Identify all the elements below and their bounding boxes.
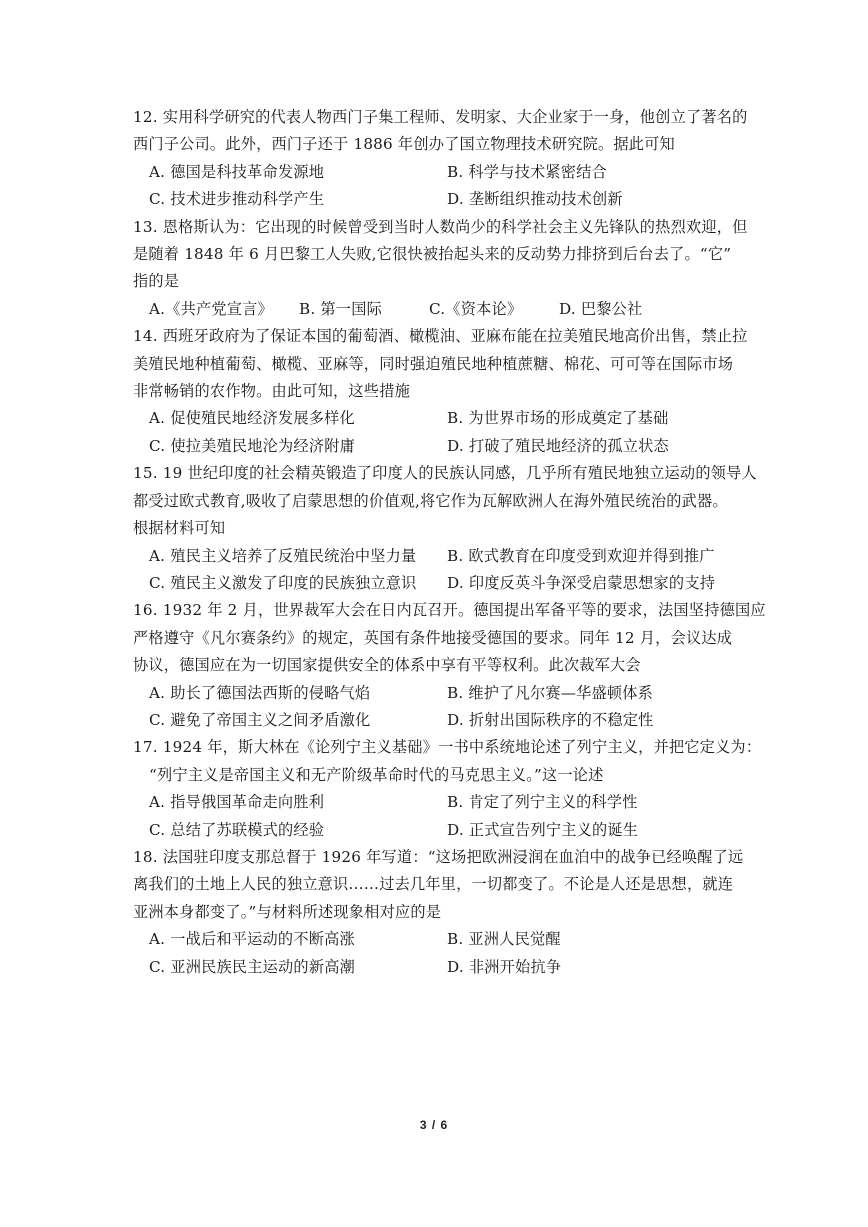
option-a: A. 德国是科技革命发源地 bbox=[149, 162, 325, 181]
option-d: D. 巴黎公社 bbox=[559, 299, 643, 318]
question-stem bbox=[133, 597, 766, 679]
option-d: D. 非洲开始抗争 bbox=[447, 957, 562, 976]
stem-line: “列宁主义是帝国主义和无产阶级革命时代的马克思主义。”这一论述 bbox=[149, 765, 604, 784]
question-stem bbox=[133, 323, 748, 405]
stem-line: 15. 19 世纪印度的社会精英锻造了印度人的民族认同感，几乎所有殖民地独立运动的领导人 bbox=[133, 464, 757, 483]
option-b: B. 维护了凡尔赛—华盛顿体系 bbox=[447, 683, 654, 702]
option-list bbox=[133, 543, 745, 598]
option-a: A. 殖民主义培养了反殖民统治中坚力量 bbox=[149, 546, 417, 565]
stem-line: 18. 法国驻印度支那总督于 1926 年写道：“这场把欧洲浸润在血泊中的战争已经唤醒了远 bbox=[133, 847, 744, 866]
stem-line: 12. 实用科学研究的代表人物西门子集工程师、发明家、大企业家于一身，他创立了著名的 bbox=[133, 108, 748, 126]
question-stem bbox=[133, 844, 745, 926]
option-a: A. 助长了德国法西斯的侵略气焰 bbox=[149, 683, 371, 702]
stem-line: 亚洲本身都变了。”与材料所述现象相对应的是 bbox=[133, 902, 442, 921]
option-list bbox=[133, 789, 745, 844]
option-d: D. 打破了殖民地经济的孤立状态 bbox=[447, 436, 669, 455]
question-stem bbox=[133, 104, 748, 159]
stem-line: 都受过欧式教育,吸收了启蒙思想的价值观,将它作为瓦解欧洲人在海外殖民统治的武器。 bbox=[133, 491, 728, 510]
question-stem bbox=[133, 214, 748, 296]
question-15 bbox=[133, 460, 757, 597]
page-number: 3 / 6 bbox=[419, 1118, 449, 1132]
option-c: C.《资本论》 bbox=[429, 299, 523, 318]
question-14 bbox=[133, 323, 748, 460]
option-c: C. 殖民主义激发了印度的民族独立意识 bbox=[149, 573, 417, 592]
option-list bbox=[133, 159, 745, 214]
option-d: D. 印度反英斗争深受启蒙思想家的支持 bbox=[447, 573, 716, 592]
stem-line: 离我们的土地上人民的独立意识……过去几年里，一切都变了。不论是人还是思想，就连 bbox=[133, 875, 734, 894]
stem-line: 指的是 bbox=[133, 272, 180, 291]
option-list bbox=[133, 926, 745, 981]
question-13 bbox=[133, 214, 748, 324]
question-stem bbox=[133, 460, 757, 542]
option-a: A. 一战后和平运动的不断高涨 bbox=[149, 930, 355, 949]
option-c: C. 总结了苏联模式的经验 bbox=[149, 820, 325, 839]
option-a: A. 促使殖民地经济发展多样化 bbox=[149, 409, 355, 428]
option-d: D. 正式宣告列宁主义的诞生 bbox=[447, 820, 639, 839]
option-a: A. 指导俄国革命走向胜利 bbox=[149, 793, 325, 812]
option-c: C. 亚洲民族民主运动的新高潮 bbox=[149, 957, 355, 976]
option-c: C. 避免了帝国主义之间矛盾激化 bbox=[149, 710, 371, 729]
option-b: B. 肯定了列宁主义的科学性 bbox=[447, 793, 638, 812]
question-18 bbox=[133, 844, 745, 981]
stem-line: 美殖民地种植葡萄、橄榄、亚麻等，同时强迫殖民地种植蔗糖、棉花、可可等在国际市场 bbox=[133, 354, 734, 373]
question-17 bbox=[133, 734, 762, 844]
stem-line: 14. 西班牙政府为了保证本国的葡萄酒、橄榄油、亚麻布能在拉美殖民地高价出售，禁止拉 bbox=[133, 327, 748, 346]
question-list bbox=[133, 104, 766, 981]
option-b: B. 欧式教育在印度受到欢迎并得到推广 bbox=[447, 546, 715, 565]
stem-line: 17. 1924 年，斯大林在《论列宁主义基础》一书中系统地论述了列宁主义，并把它定义为： bbox=[133, 738, 762, 757]
option-list bbox=[133, 680, 745, 735]
stem-line: 是随着 1848 年 6 月巴黎工人失败,它很快被抬起头来的反动势力排挤到后台去了。“它” bbox=[133, 245, 732, 264]
question-12 bbox=[133, 104, 748, 214]
option-b: B. 亚洲人民觉醒 bbox=[447, 930, 561, 949]
option-b: B. 第一国际 bbox=[299, 299, 382, 318]
stem-line: 16. 1932 年 2 月，世界裁军大会在日内瓦召开。德国提出军备平等的要求，法国坚持德国应 bbox=[133, 601, 766, 620]
option-list bbox=[133, 296, 745, 323]
stem-line: 非常畅销的农作物。由此可知，这些措施 bbox=[133, 382, 410, 401]
option-c: C. 技术进步推动科学产生 bbox=[149, 190, 325, 209]
option-a: A.《共产党宣言》 bbox=[149, 299, 273, 318]
option-d: D. 折射出国际秩序的不稳定性 bbox=[447, 710, 654, 729]
stem-line: 13. 恩格斯认为：它出现的时候曾受到当时人数尚少的科学社会主义先锋队的热烈欢迎，但 bbox=[133, 217, 748, 236]
option-b: B. 科学与技术紧密结合 bbox=[447, 162, 607, 181]
option-b: B. 为世界市场的形成奠定了基础 bbox=[447, 409, 669, 428]
stem-line: 根据材料可知 bbox=[133, 519, 226, 538]
stem-line: 严格遵守《凡尔赛条约》的规定，英国有条件地接受德国的要求。同年 12 月，会议达成 bbox=[133, 628, 733, 647]
question-stem bbox=[133, 734, 762, 789]
stem-line: 西门子公司。此外，西门子还于 1886 年创办了国立物理技术研究院。据此可知 bbox=[133, 135, 675, 154]
option-list bbox=[133, 405, 745, 460]
option-d: D. 垄断组织推动技术创新 bbox=[447, 190, 623, 209]
question-16 bbox=[133, 597, 766, 734]
stem-line: 协议，德国应在为一切国家提供安全的体系中享有平等权利。此次裁军大会 bbox=[133, 656, 641, 675]
option-c: C. 使拉美殖民地沦为经济附庸 bbox=[149, 436, 355, 455]
